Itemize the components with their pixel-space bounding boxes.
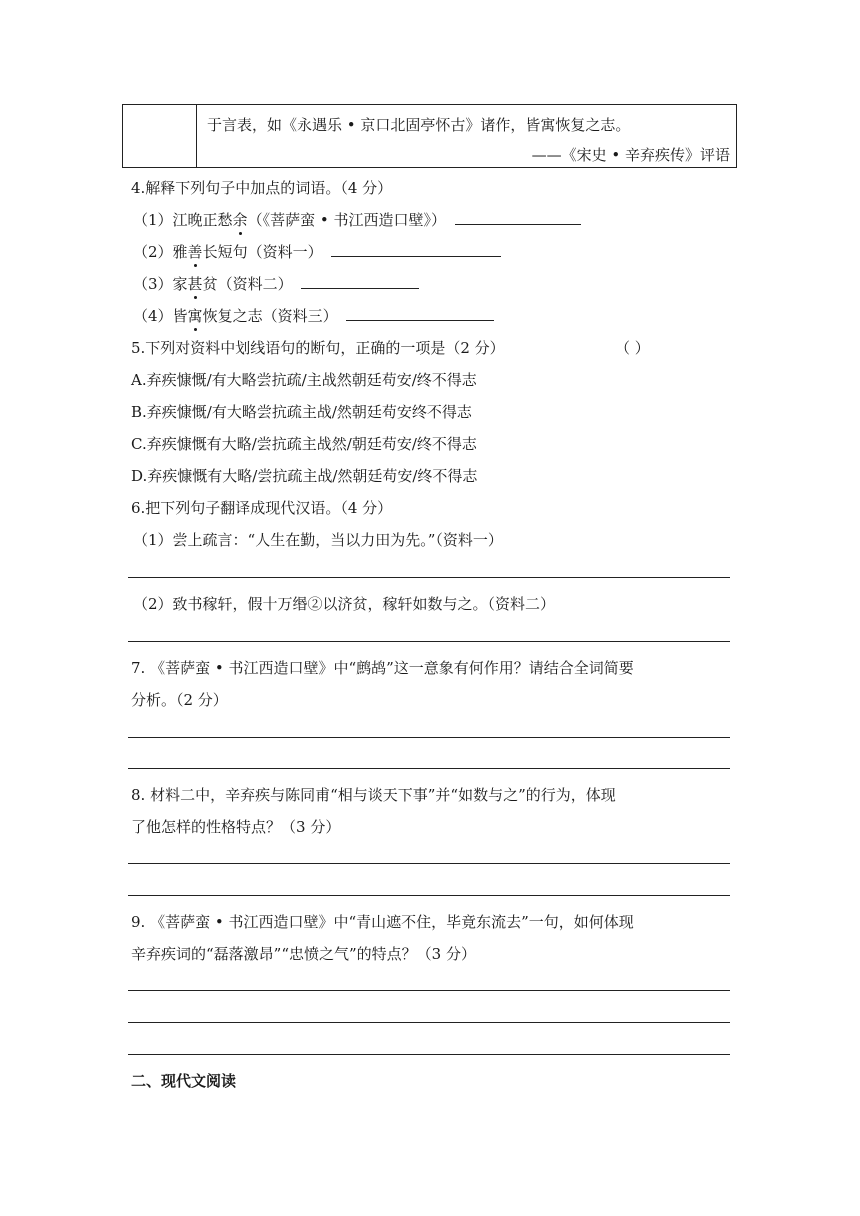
q5-option-b: B.弃疾慷慨/有大略尝抗疏主战/然朝廷苟安终不得志 xyxy=(131,403,472,421)
q8-answer-line-2[interactable] xyxy=(128,895,730,896)
q4-item-2 xyxy=(133,242,501,262)
q6-title: 6.把下列句子翻译成现代汉语。（4 分） xyxy=(131,499,393,517)
source-table xyxy=(122,104,737,168)
q4-title: 4.解释下列句子中加点的词语。（4 分） xyxy=(131,179,393,197)
q5-answer-bracket[interactable]: （ ） xyxy=(615,339,650,357)
q4-item-2-prefix: （2）雅 xyxy=(133,243,188,261)
q4-item-3-dotted: 甚 xyxy=(187,275,203,293)
q4-item-2-dotted: 善 xyxy=(187,243,203,261)
q4-item-3-suffix: 贫（资料二） xyxy=(202,275,293,293)
q4-item-4-blank[interactable] xyxy=(346,306,494,321)
q4-item-4 xyxy=(133,306,494,326)
q4-item-1-prefix: （1）江晚正愁 xyxy=(133,211,233,229)
q6-sentence-2: （2）致书稼轩，假十万缗②以济贫，稼轩如数与之。（资料二） xyxy=(133,595,556,613)
q4-item-2-blank[interactable] xyxy=(331,242,501,257)
section-heading: 二、现代文阅读 xyxy=(131,1072,237,1090)
q4-item-1-blank[interactable] xyxy=(455,210,581,225)
q5-option-c: C.弃疾慷慨有大略/尝抗疏主战然/朝廷苟安/终不得志 xyxy=(131,435,477,453)
q4-item-4-suffix: 恢复之志（资料三） xyxy=(202,307,338,325)
table-source: ——《宋史 • 辛弃疾传》评语 xyxy=(531,146,730,164)
q4-item-3 xyxy=(133,274,419,294)
table-left-cell xyxy=(196,105,197,167)
q6-sentence-1: （1）尝上疏言：“人生在勤，当以力田为先。”（资料一） xyxy=(133,531,503,549)
q9-answer-line-1[interactable] xyxy=(128,990,730,991)
q6-answer-line-1[interactable] xyxy=(128,577,730,578)
q6-answer-line-2[interactable] xyxy=(128,641,730,642)
q4-item-4-dotted: 寓 xyxy=(187,307,203,325)
q4-item-3-prefix: （3）家 xyxy=(133,275,188,293)
q4-item-1-suffix: （《菩萨蛮 • 书江西造口壁》） xyxy=(247,211,446,229)
q4-item-2-suffix: 长短句（资料一） xyxy=(202,243,323,261)
q8-answer-line-1[interactable] xyxy=(128,863,730,864)
q4-item-4-prefix: （4）皆 xyxy=(133,307,188,325)
q7-answer-line-1[interactable] xyxy=(128,737,730,738)
q4-item-1 xyxy=(133,210,581,230)
table-text: 于言表，如《永遇乐 • 京口北固亭怀古》诸作，皆寓恢复之志。 xyxy=(207,116,631,134)
q8-question-line-2: 了他怎样的性格特点？（3 分） xyxy=(131,818,341,836)
q7-question-line-1: 7. 《菩萨蛮 • 书江西造口壁》中“鹧鸪”这一意象有何作用？请结合全词简要 xyxy=(131,659,634,677)
q9-answer-line-3[interactable] xyxy=(128,1054,730,1055)
q4-item-3-blank[interactable] xyxy=(301,274,419,289)
q5-option-d: D.弃疾慷慨有大略/尝抗疏主战/然朝廷苟安/终不得志 xyxy=(131,467,478,485)
q8-question-line-1: 8. 材料二中，辛弃疾与陈同甫“相与谈天下事”并“如数与之”的行为，体现 xyxy=(131,786,616,804)
q9-question-line-1: 9. 《菩萨蛮 • 书江西造口壁》中“青山遮不住，毕竟东流去”一句，如何体现 xyxy=(131,913,634,931)
q7-answer-line-2[interactable] xyxy=(128,768,730,769)
q9-answer-line-2[interactable] xyxy=(128,1022,730,1023)
q5-option-a: A.弃疾慷慨/有大略尝抗疏/主战然朝廷苟安/终不得志 xyxy=(131,371,477,389)
q5-title: 5.下列对资料中划线语句的断句，正确的一项是（2 分） xyxy=(131,339,505,357)
q4-item-1-dotted: 余 xyxy=(232,211,248,229)
q9-question-line-2: 辛弃疾词的“磊落激昂”“忠愤之气”的特点？（3 分） xyxy=(131,945,476,963)
q7-question-line-2: 分析。（2 分） xyxy=(131,691,228,709)
